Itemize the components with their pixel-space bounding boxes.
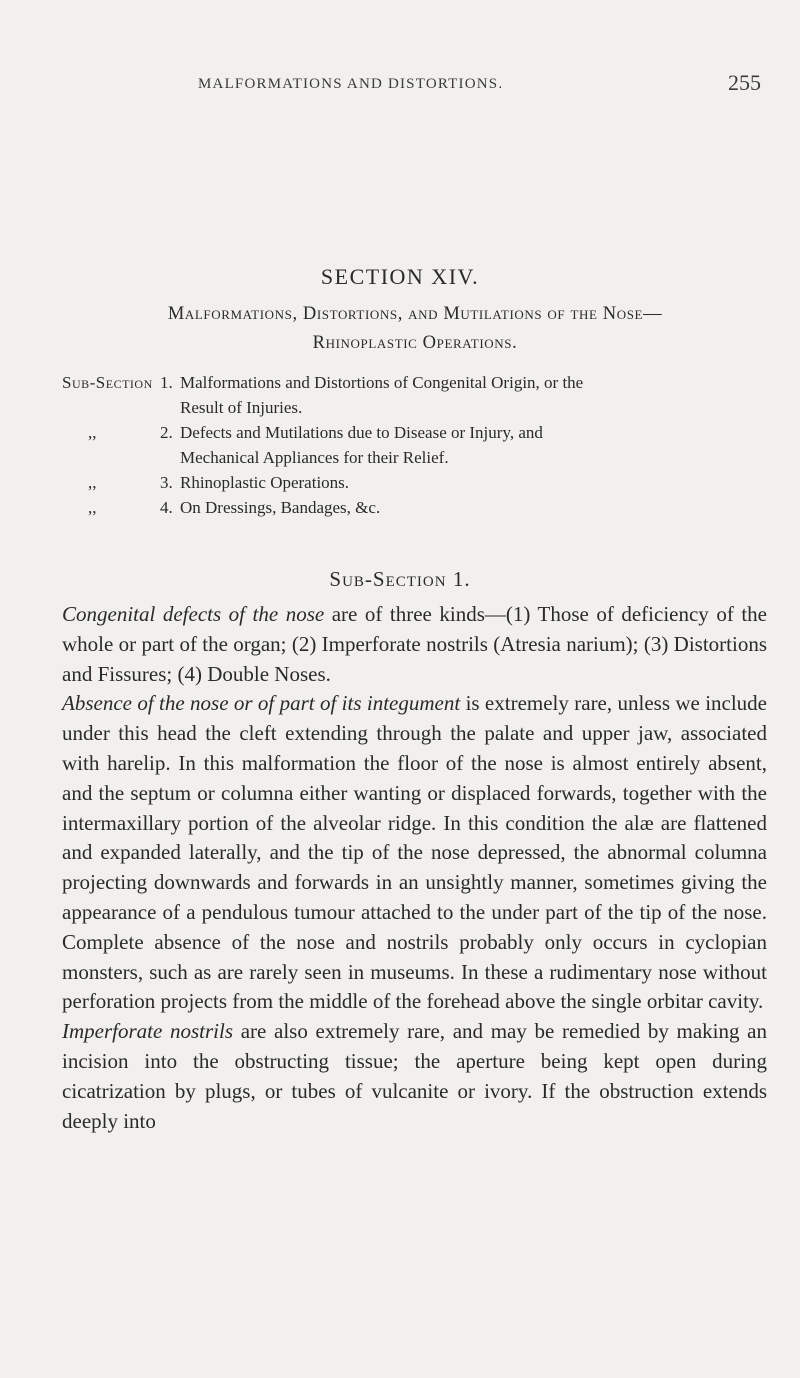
paragraph (62, 1017, 767, 1136)
running-head: MALFORMATIONS AND DISTORTIONS. (198, 76, 504, 92)
section-subtitle-line-2: Rhinoplastic Operations. (312, 333, 518, 353)
contents-item-continuation (0, 445, 800, 470)
contents-item-text: On Dressings, Bandages, &c. (180, 498, 381, 517)
body-text (62, 600, 767, 1136)
section-title: SECTION XIV. (320, 264, 480, 289)
contents-item-text: Rhinoplastic Operations. (180, 473, 350, 492)
contents-item-number: 3. (160, 473, 173, 492)
contents-item-text: Result of Injuries. (180, 398, 303, 417)
ditto-mark: ,, (88, 473, 97, 492)
ditto-mark: ,, (88, 423, 97, 442)
contents-item-text: Malformations and Distortions of Congenital Origin, or the (180, 373, 584, 392)
paragraph-text: is extremely rare, unless we include under this head the cleft extending through the palate and upper jaw, associated with harelip. In this malformation the floor of the nose is almost entirely absent, and the septum or columna either wanting or displaced forwards, together with the intermaxillary portion of the alveolar ridge. In this condition the alæ are flattened and expanded laterally, and the tip of the nose depressed, the abnormal columna projecting downwards and forwards in an unsightly manner, sometimes giving the appearance of a pendulous tumour attached to the under part of the tip of the nose. Complete absence of the nose and nostrils probably only occurs in cyclopian monsters, such as are rarely seen in museums. In these a rudimentary nose without perforation projects from the middle of the forehead above the single orbitar cavity. (62, 691, 768, 1014)
contents-item (0, 420, 800, 445)
paragraph (62, 600, 767, 689)
paragraph-lead: Absence of the nose or of part of its integument (62, 691, 461, 716)
contents-item-text: Defects and Mutilations due to Disease or Injury, and (180, 423, 543, 442)
contents-item (0, 470, 800, 495)
paragraph-text: are of three kinds—(1) Those of deficiency of the whole or part of the organ; (2) Imperforate nostrils (Atresia narium); (3) Distortions and Fissures; (4) Double Noses. (62, 602, 767, 686)
contents-item-text: Mechanical Appliances for their Relief. (180, 448, 449, 467)
contents-lead-label: Sub-Section (62, 373, 153, 392)
section-subtitle (60, 300, 770, 358)
paragraph-lead: Imperforate nostrils (62, 1019, 234, 1044)
contents-item (0, 370, 800, 395)
paragraph-lead: Congenital defects of the nose (62, 602, 325, 626)
paragraph (62, 689, 767, 1017)
ditto-mark: ,, (88, 498, 97, 517)
page-number: 255 (728, 70, 761, 95)
subsection-heading: Sub-Section 1. (329, 567, 471, 591)
contents-item-number: 4. (160, 498, 173, 517)
contents-item-continuation (0, 395, 800, 420)
section-subtitle-line-1: Malformations, Distortions, and Mutilations of the Nose— (167, 304, 663, 324)
paragraph-text: are also extremely rare, and may be remedied by making an incision into the obstructing tissue; the aperture being kept open during cicatrization by plugs, or tubes of vulcanite or ivory. If the obstruction extends deeply into (62, 1019, 767, 1133)
contents-item (0, 495, 800, 520)
subsection-contents (0, 370, 800, 520)
contents-item-number: 2. (160, 423, 173, 442)
contents-item-number: 1. (160, 373, 173, 392)
